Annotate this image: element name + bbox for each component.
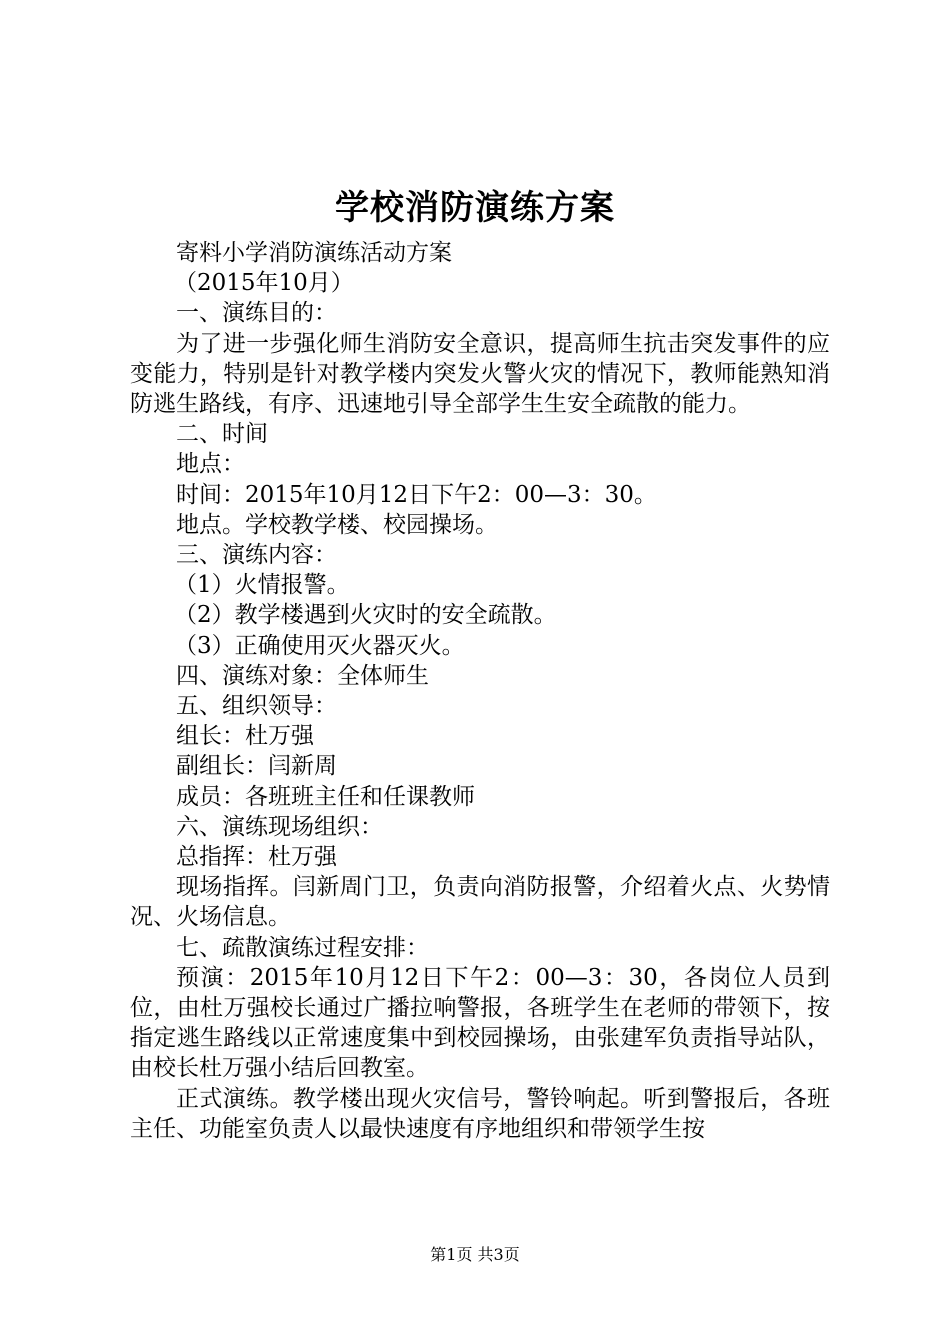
paragraph: 时间：2015年10月12日下午2：00—3：30。 [176, 481, 657, 508]
paragraph: 地点： [176, 451, 245, 478]
paragraph: 为了进一步强化师生消防安全意识，提高师生抗击突发事件的应变能力，特别是针对教学楼内突发火警火灾的情况下，教师能熟知消防逃生路线，有序、迅速地引导全部学生生安全疏散的能力。 [130, 330, 830, 418]
list-item: （1）火情报警。 [174, 572, 350, 599]
document-body [130, 238, 830, 1144]
paragraph: 总指挥：杜万强 [176, 844, 337, 871]
paragraph: 成员：各班班主任和任课教师 [176, 783, 475, 810]
section-heading: 一、演练目的： [176, 300, 337, 327]
paragraph: 组长：杜万强 [176, 723, 314, 750]
section-heading: 四、演练对象：全体师生 [176, 662, 429, 689]
section-heading: 二、时间 [176, 421, 268, 448]
paragraph: 正式演练。教学楼出现火灾信号，警铃响起。听到警报后，各班主任、功能室负责人以最快速度有序地组织和带领学生按 [130, 1085, 830, 1142]
paragraph: 副组长：闫新周 [176, 753, 337, 780]
paragraph: 预演：2015年10月12日下午2：00—3：30，各岗位人员到位，由杜万强校长通过广播拉响警报，各班学生在老师的带领下，按指定逃生路线以正常速度集中到校园操场，由张建军负责指导站队，由校长杜万强小结后回教室。 [130, 964, 830, 1082]
page-footer: 第1页 共3页 [430, 1245, 520, 1264]
paragraph: 地点。学校教学楼、校园操场。 [176, 511, 498, 538]
paragraph: 现场指挥。闫新周门卫，负责向消防报警，介绍着火点、火势情况、火场信息。 [130, 874, 830, 931]
section-heading: 六、演练现场组织： [176, 813, 383, 840]
list-item: （2）教学楼遇到火灾时的安全疏散。 [174, 602, 557, 629]
paragraph: （2015年10月） [174, 270, 354, 297]
document-title: 学校消防演练方案 [335, 188, 615, 228]
section-heading: 五、组织领导： [176, 693, 337, 720]
list-item: （3）正确使用灭火器灭火。 [174, 632, 465, 659]
section-heading: 三、演练内容： [176, 542, 337, 569]
section-heading: 七、疏散演练过程安排： [176, 934, 429, 961]
paragraph: 寄料小学消防演练活动方案 [176, 240, 452, 266]
